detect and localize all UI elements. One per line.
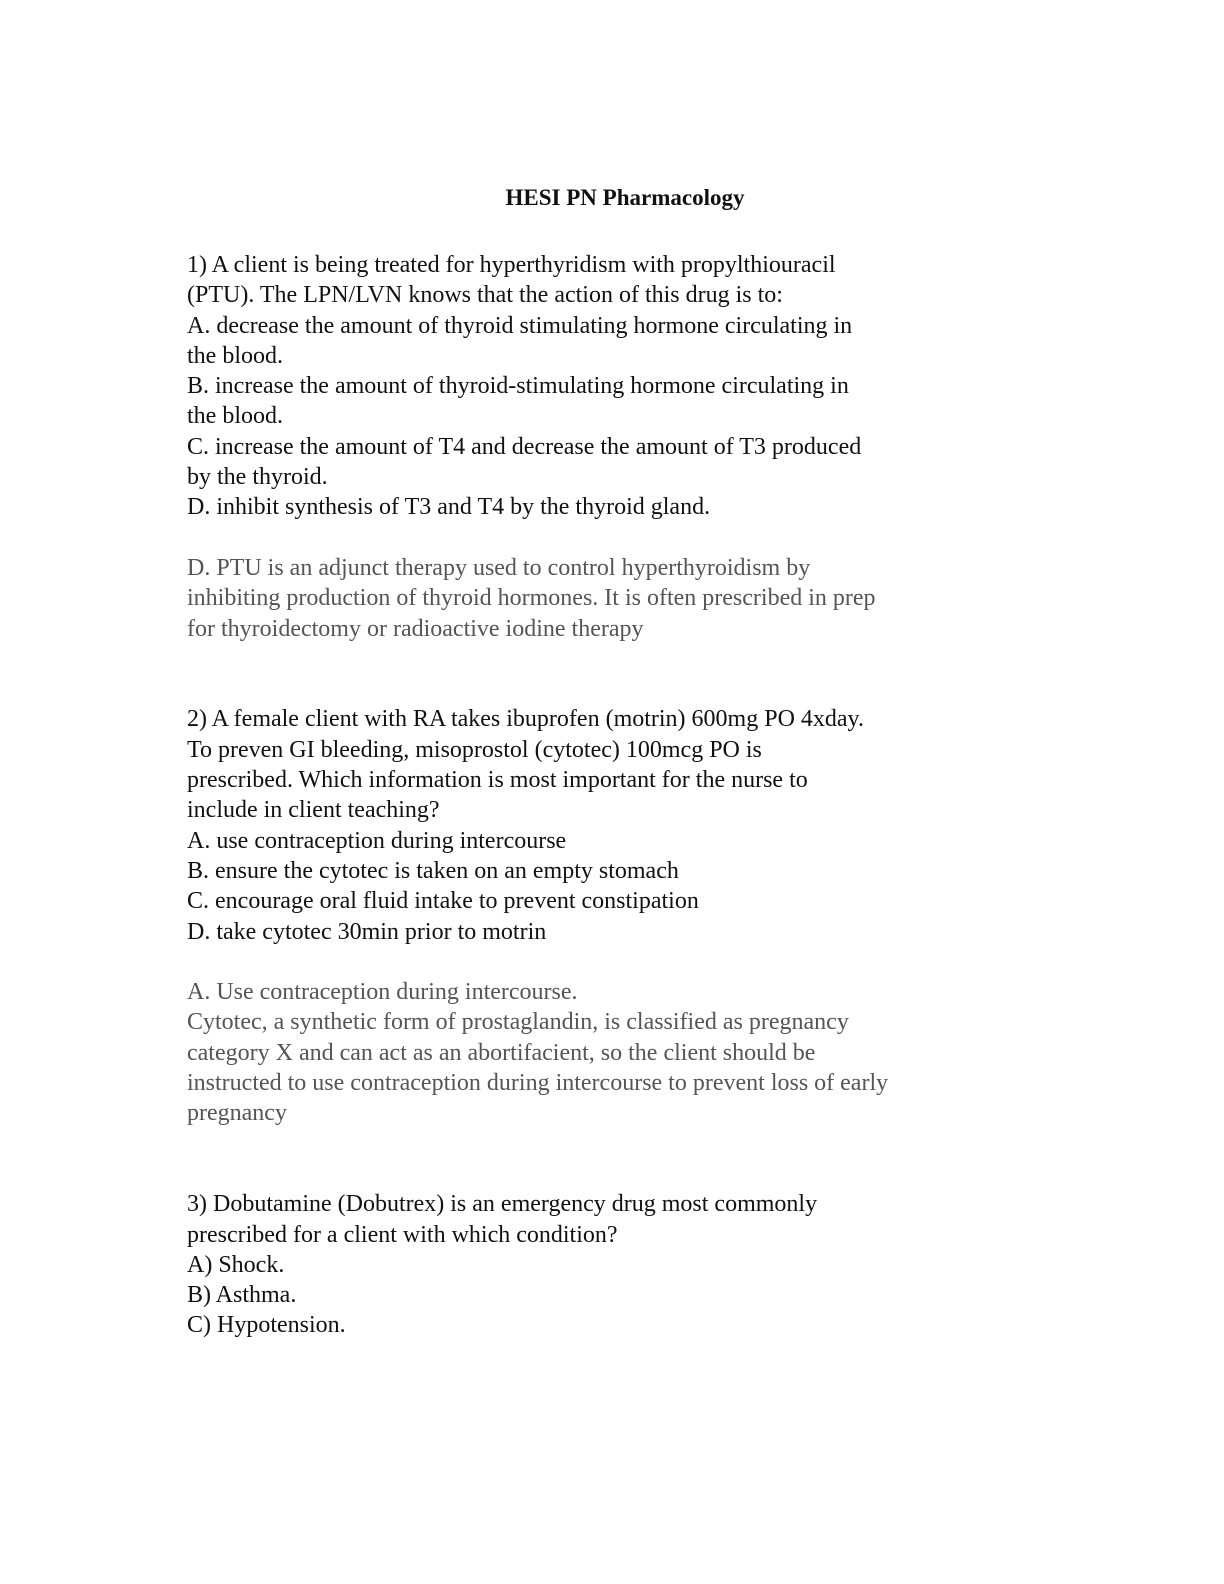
question-1-option-line-4: the blood.: [187, 403, 283, 430]
question-1: [187, 250, 987, 523]
spacer: [187, 644, 987, 705]
question-3-option-b: B) Asthma.: [187, 1282, 297, 1309]
question-3-option-a: A) Shock.: [187, 1251, 285, 1278]
question-2-stem-line-4: include in client teaching?: [187, 797, 440, 824]
question-3-stem-line-2: prescribed for a client with which condition?: [187, 1221, 618, 1248]
question-1-option-line-1: A. decrease the amount of thyroid stimulating hormone circulating in: [187, 312, 853, 339]
question-2-option-a: A. use contraception during intercourse: [187, 827, 567, 854]
question-2-stem-line-2: To preven GI bleeding, misoprostol (cytotec) 100mcg PO is: [187, 736, 762, 763]
spacer: [187, 947, 987, 977]
document-body: [187, 250, 987, 1341]
question-2-answer-line-3: category X and can act as an abortifacient, so the client should be: [187, 1039, 816, 1066]
question-1-answer-line-2: inhibiting production of thyroid hormones. It is often prescribed in prep: [187, 585, 876, 612]
question-1-option-line-3: B. increase the amount of thyroid-stimulating hormone circulating in: [187, 373, 849, 400]
question-2-answer-line-2: Cytotec, a synthetic form of prostaglandin, is classified as pregnancy: [187, 1009, 849, 1036]
spacer: [187, 1129, 987, 1190]
question-2-stem-line-1: 2) A female client with RA takes ibuprofen (motrin) 600mg PO 4xday.: [187, 706, 864, 733]
question-1-stem-line-1: 1) A client is being treated for hyperthyridism with propylthiouracil: [187, 252, 836, 278]
question-1-option-line-6: by the thyroid.: [187, 464, 328, 491]
question-1-stem-line-2: (PTU). The LPN/LVN knows that the action of this drug is to:: [187, 282, 783, 309]
question-2-option-c: C. encourage oral fluid intake to prevent constipation: [187, 888, 699, 915]
spacer: [187, 523, 987, 553]
question-1-answer: [187, 553, 987, 644]
question-1-option-line-2: the blood.: [187, 342, 283, 369]
question-2-answer-line-4: instructed to use contraception during intercourse to prevent loss of early: [187, 1070, 889, 1097]
question-2-stem-line-3: prescribed. Which information is most important for the nurse to: [187, 767, 808, 794]
question-2-option-d: D. take cytotec 30min prior to motrin: [187, 918, 547, 945]
question-1-option-line-5: C. increase the amount of T4 and decrease the amount of T3 produced: [187, 433, 862, 460]
question-1-answer-line-1: D. PTU is an adjunct therapy used to control hyperthyroidism by: [187, 554, 811, 581]
question-2-answer: [187, 977, 987, 1128]
document-title: HESI PN Pharmacology: [505, 185, 745, 210]
question-2-answer-line-5: pregnancy: [187, 1100, 287, 1127]
question-3: [187, 1189, 987, 1340]
question-3-stem-line-1: 3) Dobutamine (Dobutrex) is an emergency drug most commonly: [187, 1191, 818, 1218]
question-3-option-c: C) Hypotension.: [187, 1312, 346, 1339]
question-2-option-b: B. ensure the cytotec is taken on an empty stomach: [187, 857, 679, 884]
question-2: [187, 704, 987, 946]
question-2-answer-line-1: A. Use contraception during intercourse.: [187, 979, 578, 1006]
question-1-answer-line-3: for thyroidectomy or radioactive iodine therapy: [187, 615, 644, 642]
question-1-option-line-7: D. inhibit synthesis of T3 and T4 by the thyroid gland.: [187, 494, 711, 521]
